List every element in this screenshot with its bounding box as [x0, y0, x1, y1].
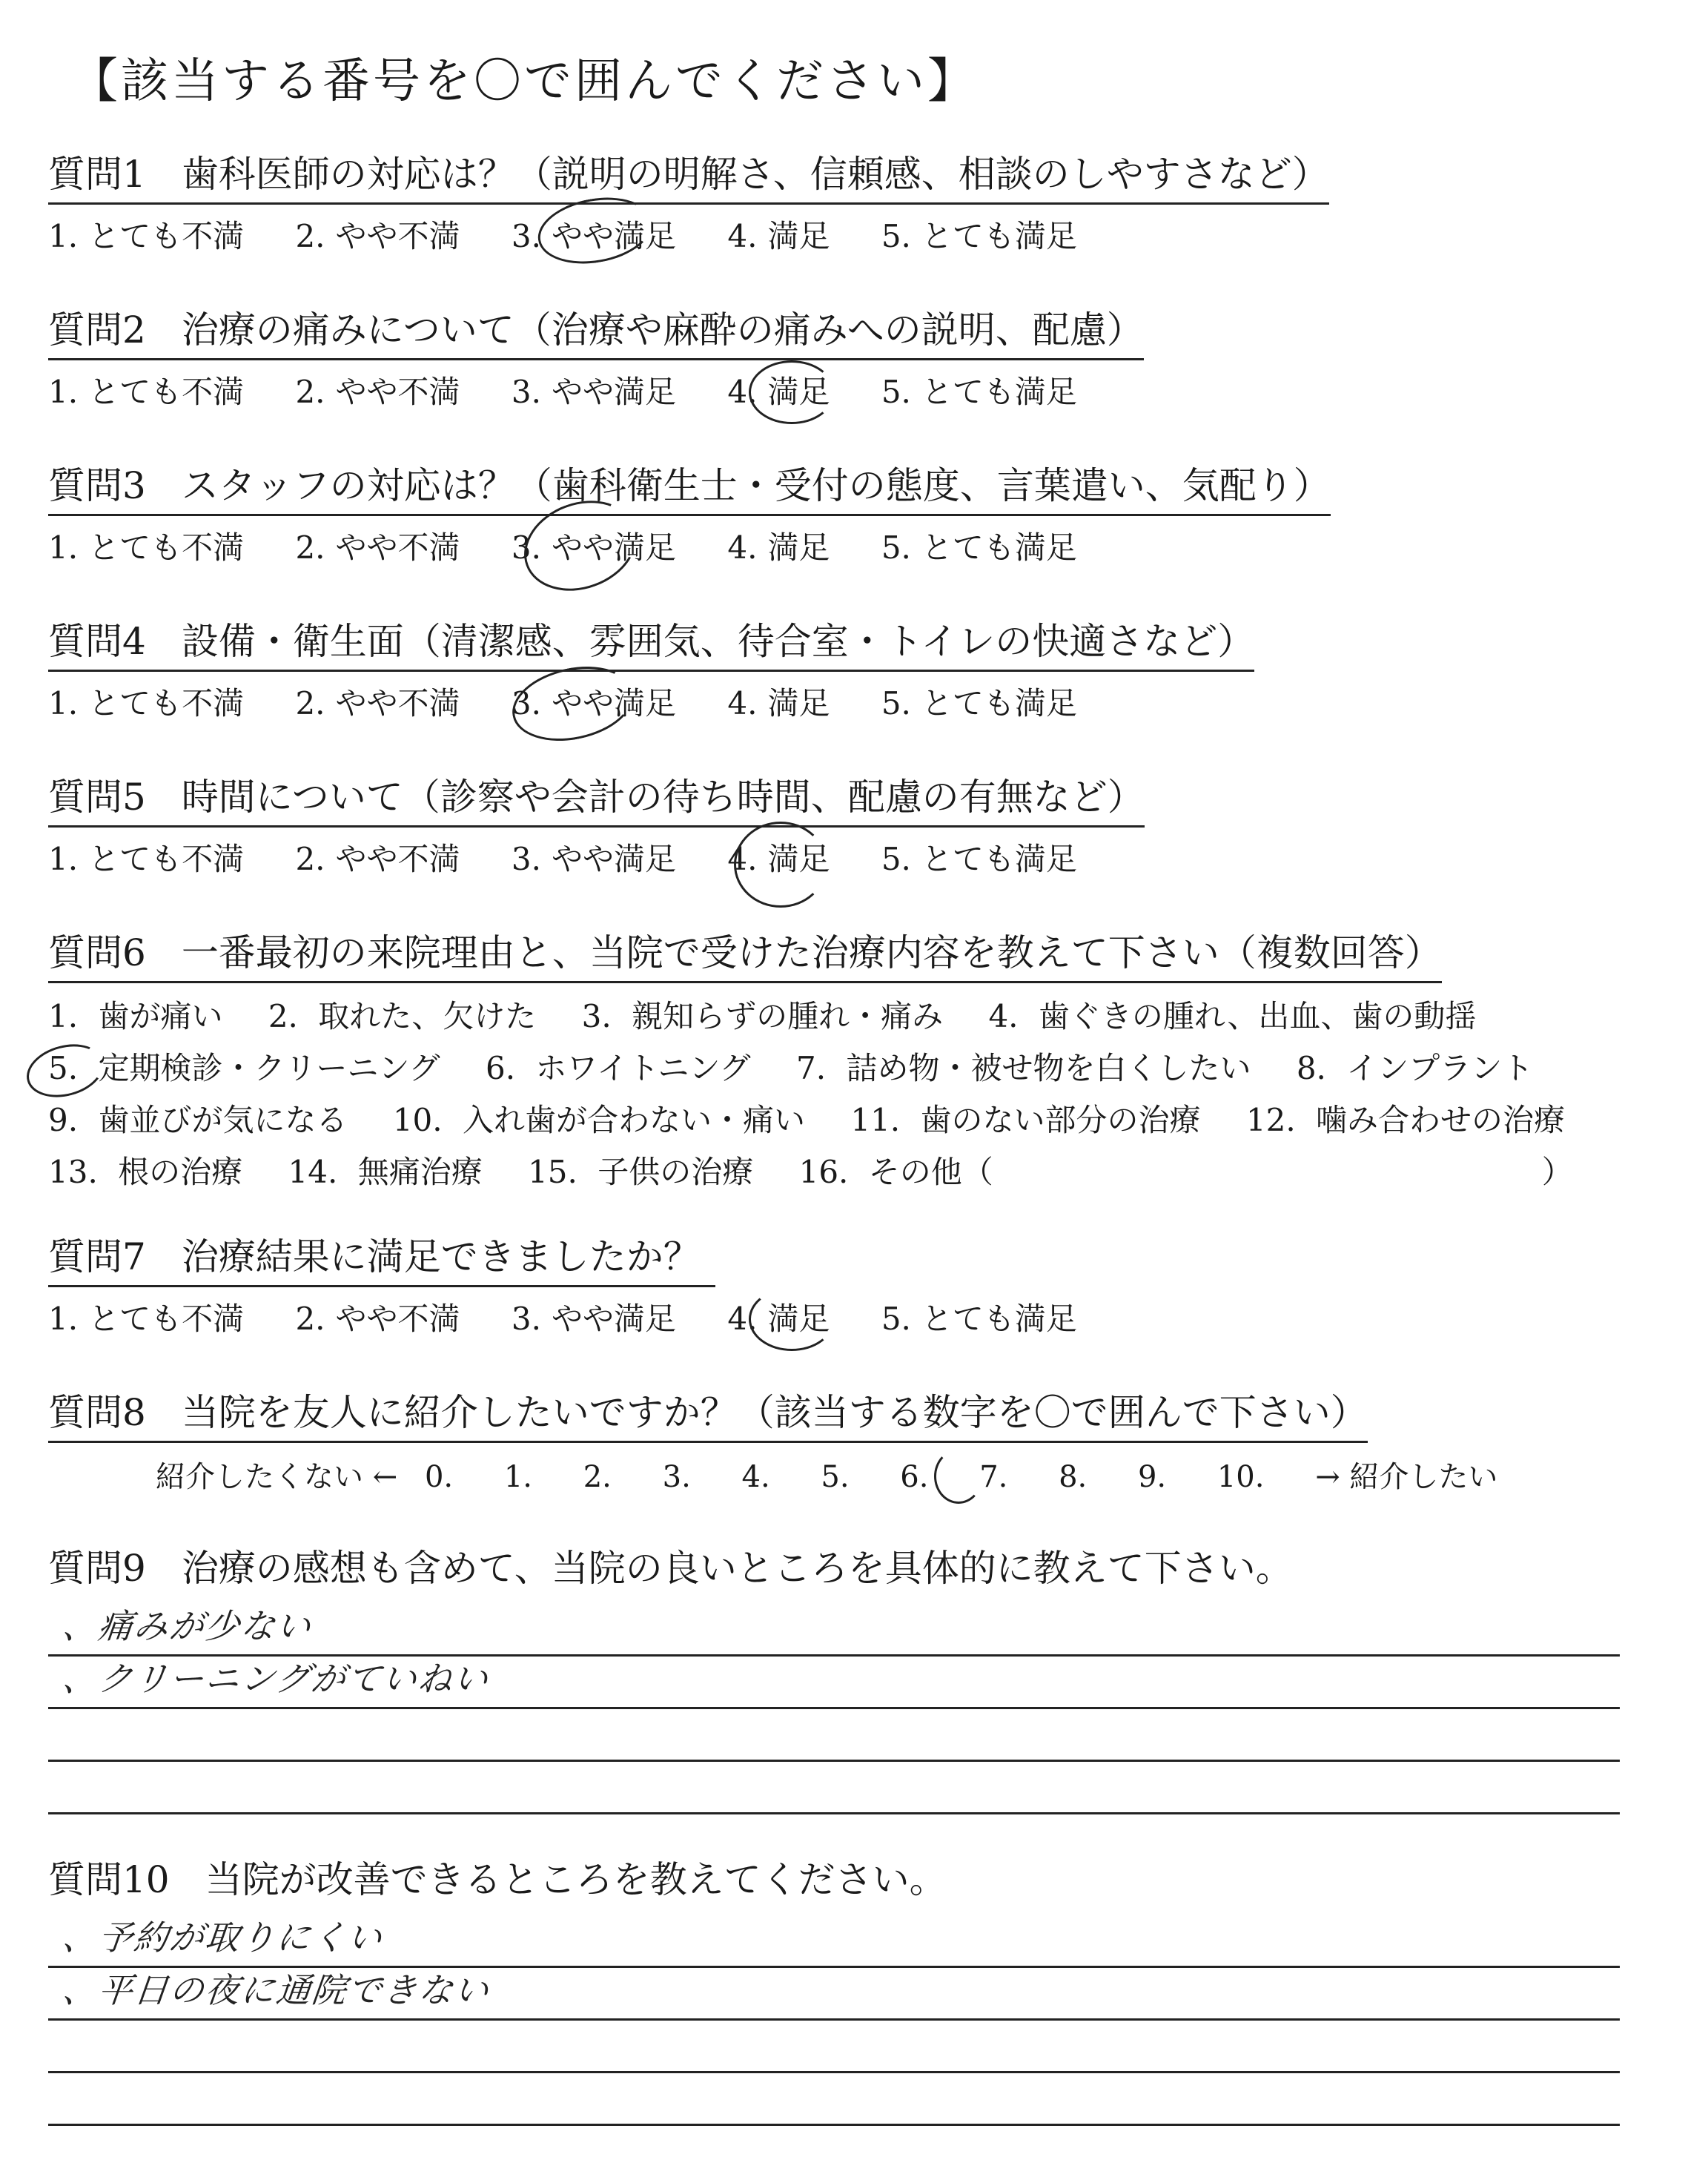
question-heading	[48, 923, 1442, 983]
scale-9[interactable]: 9.	[1137, 1460, 1167, 1494]
question-heading	[48, 1383, 1368, 1443]
option-2[interactable]: 2. やや不満	[295, 1301, 460, 1337]
question-text: スタッフの対応は？（歯科衛生士・受付の態度、言葉遣い、気配り）	[181, 464, 1331, 507]
question-label: 質問8	[48, 1391, 146, 1434]
option-3[interactable]: 3. やや満足	[511, 529, 676, 566]
answer-line[interactable]	[48, 2073, 1620, 2126]
option-3[interactable]: 3. やや満足	[511, 685, 676, 721]
scale-5[interactable]: 5.	[821, 1460, 850, 1494]
scale-3[interactable]: 3.	[662, 1460, 691, 1494]
option-1[interactable]: 1. とても不満	[48, 1301, 245, 1337]
option-3[interactable]: 3. やや満足	[511, 1301, 676, 1337]
question-heading	[48, 1539, 1293, 1596]
option-1[interactable]: 1. とても不満	[48, 841, 245, 877]
option-5[interactable]: 5. とても満足	[881, 529, 1077, 566]
option-2[interactable]: 2. やや不満	[295, 374, 460, 410]
question-9	[48, 1539, 1664, 1814]
scale-1[interactable]: 1.	[503, 1460, 533, 1494]
scale-6[interactable]: 6.	[900, 1460, 929, 1494]
question-heading	[48, 300, 1144, 360]
rating-options	[48, 1295, 1664, 1339]
option-12[interactable]: 12. 噛み合わせの治療	[1245, 1102, 1566, 1138]
option-5[interactable]: 5. とても満足	[881, 374, 1077, 410]
option-row	[48, 991, 1664, 1043]
rating-options	[48, 524, 1664, 568]
option-2[interactable]: 2. やや不満	[295, 218, 460, 254]
scale-left-label: 紹介したくない ←	[156, 1460, 398, 1494]
question-5	[48, 767, 1664, 879]
selection-circle	[934, 1449, 983, 1504]
handwritten-answer: 、予約が取りにくい	[60, 1918, 385, 1958]
option-row	[48, 1043, 1664, 1094]
question-text: 治療結果に満足できましたか？	[181, 1235, 701, 1278]
option-1[interactable]: 1. とても不満	[48, 685, 245, 721]
question-7	[48, 1227, 1664, 1339]
question-text: 当院を友人に紹介したいですか？（該当する数字を〇で囲んで下さい）	[181, 1391, 1368, 1434]
option-5[interactable]: 5. 定期検診・クリーニング	[48, 1050, 440, 1086]
question-label: 質問7	[48, 1235, 146, 1278]
option-8[interactable]: 8. インプラント	[1296, 1050, 1534, 1086]
option-4[interactable]: 4. 満足	[727, 841, 830, 877]
rating-options	[48, 835, 1664, 879]
option-4[interactable]: 4. 満足	[727, 374, 830, 410]
option-13[interactable]: 13. 根の治療	[48, 1154, 243, 1190]
answer-line[interactable]	[48, 1657, 1620, 1709]
rating-options	[48, 212, 1664, 257]
scale-right-label: → 紹介したい	[1315, 1460, 1498, 1494]
answer-line[interactable]	[48, 1762, 1620, 1814]
option-3[interactable]: 3. やや満足	[511, 374, 676, 410]
rating-options	[48, 368, 1664, 412]
handwritten-answer: 、痛みが少ない	[60, 1606, 314, 1646]
answer-line[interactable]	[48, 1604, 1620, 1657]
question-3	[48, 456, 1664, 568]
option-3[interactable]: 3. やや満足	[511, 218, 676, 254]
scale-4[interactable]: 4.	[741, 1460, 770, 1494]
question-heading	[48, 1850, 947, 1908]
question-heading	[48, 145, 1329, 205]
option-7[interactable]: 7. 詰め物・被せ物を白くしたい	[796, 1050, 1251, 1086]
question-heading	[48, 1227, 715, 1287]
question-4	[48, 612, 1664, 724]
page-title: 【該当する番号を〇で囲んでください】	[70, 54, 978, 109]
question-8	[48, 1383, 1664, 1496]
option-2[interactable]: 2. 取れた、欠けた	[268, 998, 537, 1034]
answer-lines	[48, 1915, 1664, 2126]
option-10[interactable]: 10. 入れ歯が合わない・痛い	[392, 1102, 805, 1138]
option-1[interactable]: 1. とても不満	[48, 529, 245, 566]
rating-options	[48, 679, 1664, 724]
option-2[interactable]: 2. やや不満	[295, 685, 460, 721]
handwritten-answer: 、クリーニングがていねい	[60, 1659, 491, 1699]
question-text: 設備・衛生面（清潔感、雰囲気、待合室・トイレの快適さなど）	[181, 620, 1255, 663]
answer-line[interactable]	[48, 1709, 1620, 1762]
answer-line[interactable]	[48, 2021, 1620, 2073]
option-3[interactable]: 3. 親知らずの腫れ・痛み	[581, 998, 944, 1034]
option-row	[48, 1146, 1664, 1198]
option-15[interactable]: 15. 子供の治療	[528, 1154, 754, 1190]
question-label: 質問6	[48, 931, 146, 974]
option-1[interactable]: 1. とても不満	[48, 218, 245, 254]
option-9[interactable]: 9. 歯並びが気になる	[48, 1102, 348, 1138]
option-4[interactable]: 4. 満足	[727, 1301, 830, 1337]
question-text: 時間について（診察や会計の待ち時間、配慮の有無など）	[181, 776, 1145, 819]
option-5[interactable]: 5. とても満足	[881, 1301, 1077, 1337]
question-2	[48, 300, 1664, 412]
question-text: 治療の感想も含めて、当院の良いところを具体的に教えて下さい。	[181, 1547, 1293, 1590]
option-5[interactable]: 5. とても満足	[881, 841, 1077, 877]
question-10	[48, 1850, 1664, 2126]
multi-choice-options	[48, 991, 1664, 1198]
option-4[interactable]: 4. 歯ぐきの腫れ、出血、歯の動揺	[988, 998, 1477, 1034]
scale-8[interactable]: 8.	[1059, 1460, 1088, 1494]
option-14[interactable]: 14. 無痛治療	[288, 1154, 483, 1190]
question-label: 質問1	[48, 153, 146, 196]
answer-lines	[48, 1604, 1664, 1814]
scale-10[interactable]: 10.	[1217, 1460, 1265, 1494]
option-1[interactable]: 1. とても不満	[48, 374, 245, 410]
handwritten-answer: 、平日の夜に通院できない	[60, 1970, 492, 2010]
question-heading	[48, 456, 1331, 516]
option-1[interactable]: 1. 歯が痛い	[48, 998, 223, 1034]
option-11[interactable]: 11. 歯のない部分の治療	[850, 1102, 1201, 1138]
question-label: 質問9	[48, 1547, 146, 1590]
answer-line[interactable]	[48, 1968, 1620, 2021]
option-2[interactable]: 2. やや不満	[295, 841, 460, 877]
question-label: 質問2	[48, 308, 146, 351]
scale-2[interactable]: 2.	[583, 1460, 612, 1494]
option-row	[48, 1094, 1664, 1146]
question-label: 質問4	[48, 620, 146, 663]
option-4[interactable]: 4. 満足	[727, 218, 830, 254]
option-6[interactable]: 6. ホワイトニング	[485, 1050, 751, 1086]
option-5[interactable]: 5. とても満足	[881, 685, 1077, 721]
question-heading	[48, 767, 1145, 828]
option-4[interactable]: 4. 満足	[727, 529, 830, 566]
option-4[interactable]: 4. 満足	[727, 685, 830, 721]
question-label: 質問5	[48, 776, 146, 819]
option-2[interactable]: 2. やや不満	[295, 529, 460, 566]
question-text: 一番最初の来院理由と、当院で受けた治療内容を教えて下さい（複数回答）	[181, 931, 1442, 974]
question-1	[48, 145, 1664, 257]
question-text: 治療の痛みについて（治療や麻酔の痛みへの説明、配慮）	[181, 308, 1144, 351]
question-heading	[48, 612, 1254, 672]
question-6	[48, 923, 1664, 1198]
scale-0[interactable]: 0.	[424, 1460, 454, 1494]
question-label: 質問10	[48, 1858, 170, 1901]
question-text: 歯科医師の対応は？（説明の明解さ、信頼感、相談のしやすさなど）	[181, 153, 1329, 196]
option-16[interactable]: 16. その他（ ）	[798, 1154, 1573, 1190]
recommend-scale	[156, 1453, 1664, 1496]
scale-7[interactable]: 7.	[979, 1460, 1008, 1494]
question-text: 当院が改善できるところを教えてください。	[205, 1858, 947, 1901]
question-label: 質問3	[48, 464, 146, 507]
option-5[interactable]: 5. とても満足	[881, 218, 1077, 254]
answer-line[interactable]	[48, 1915, 1620, 1968]
option-3[interactable]: 3. やや満足	[511, 841, 676, 877]
